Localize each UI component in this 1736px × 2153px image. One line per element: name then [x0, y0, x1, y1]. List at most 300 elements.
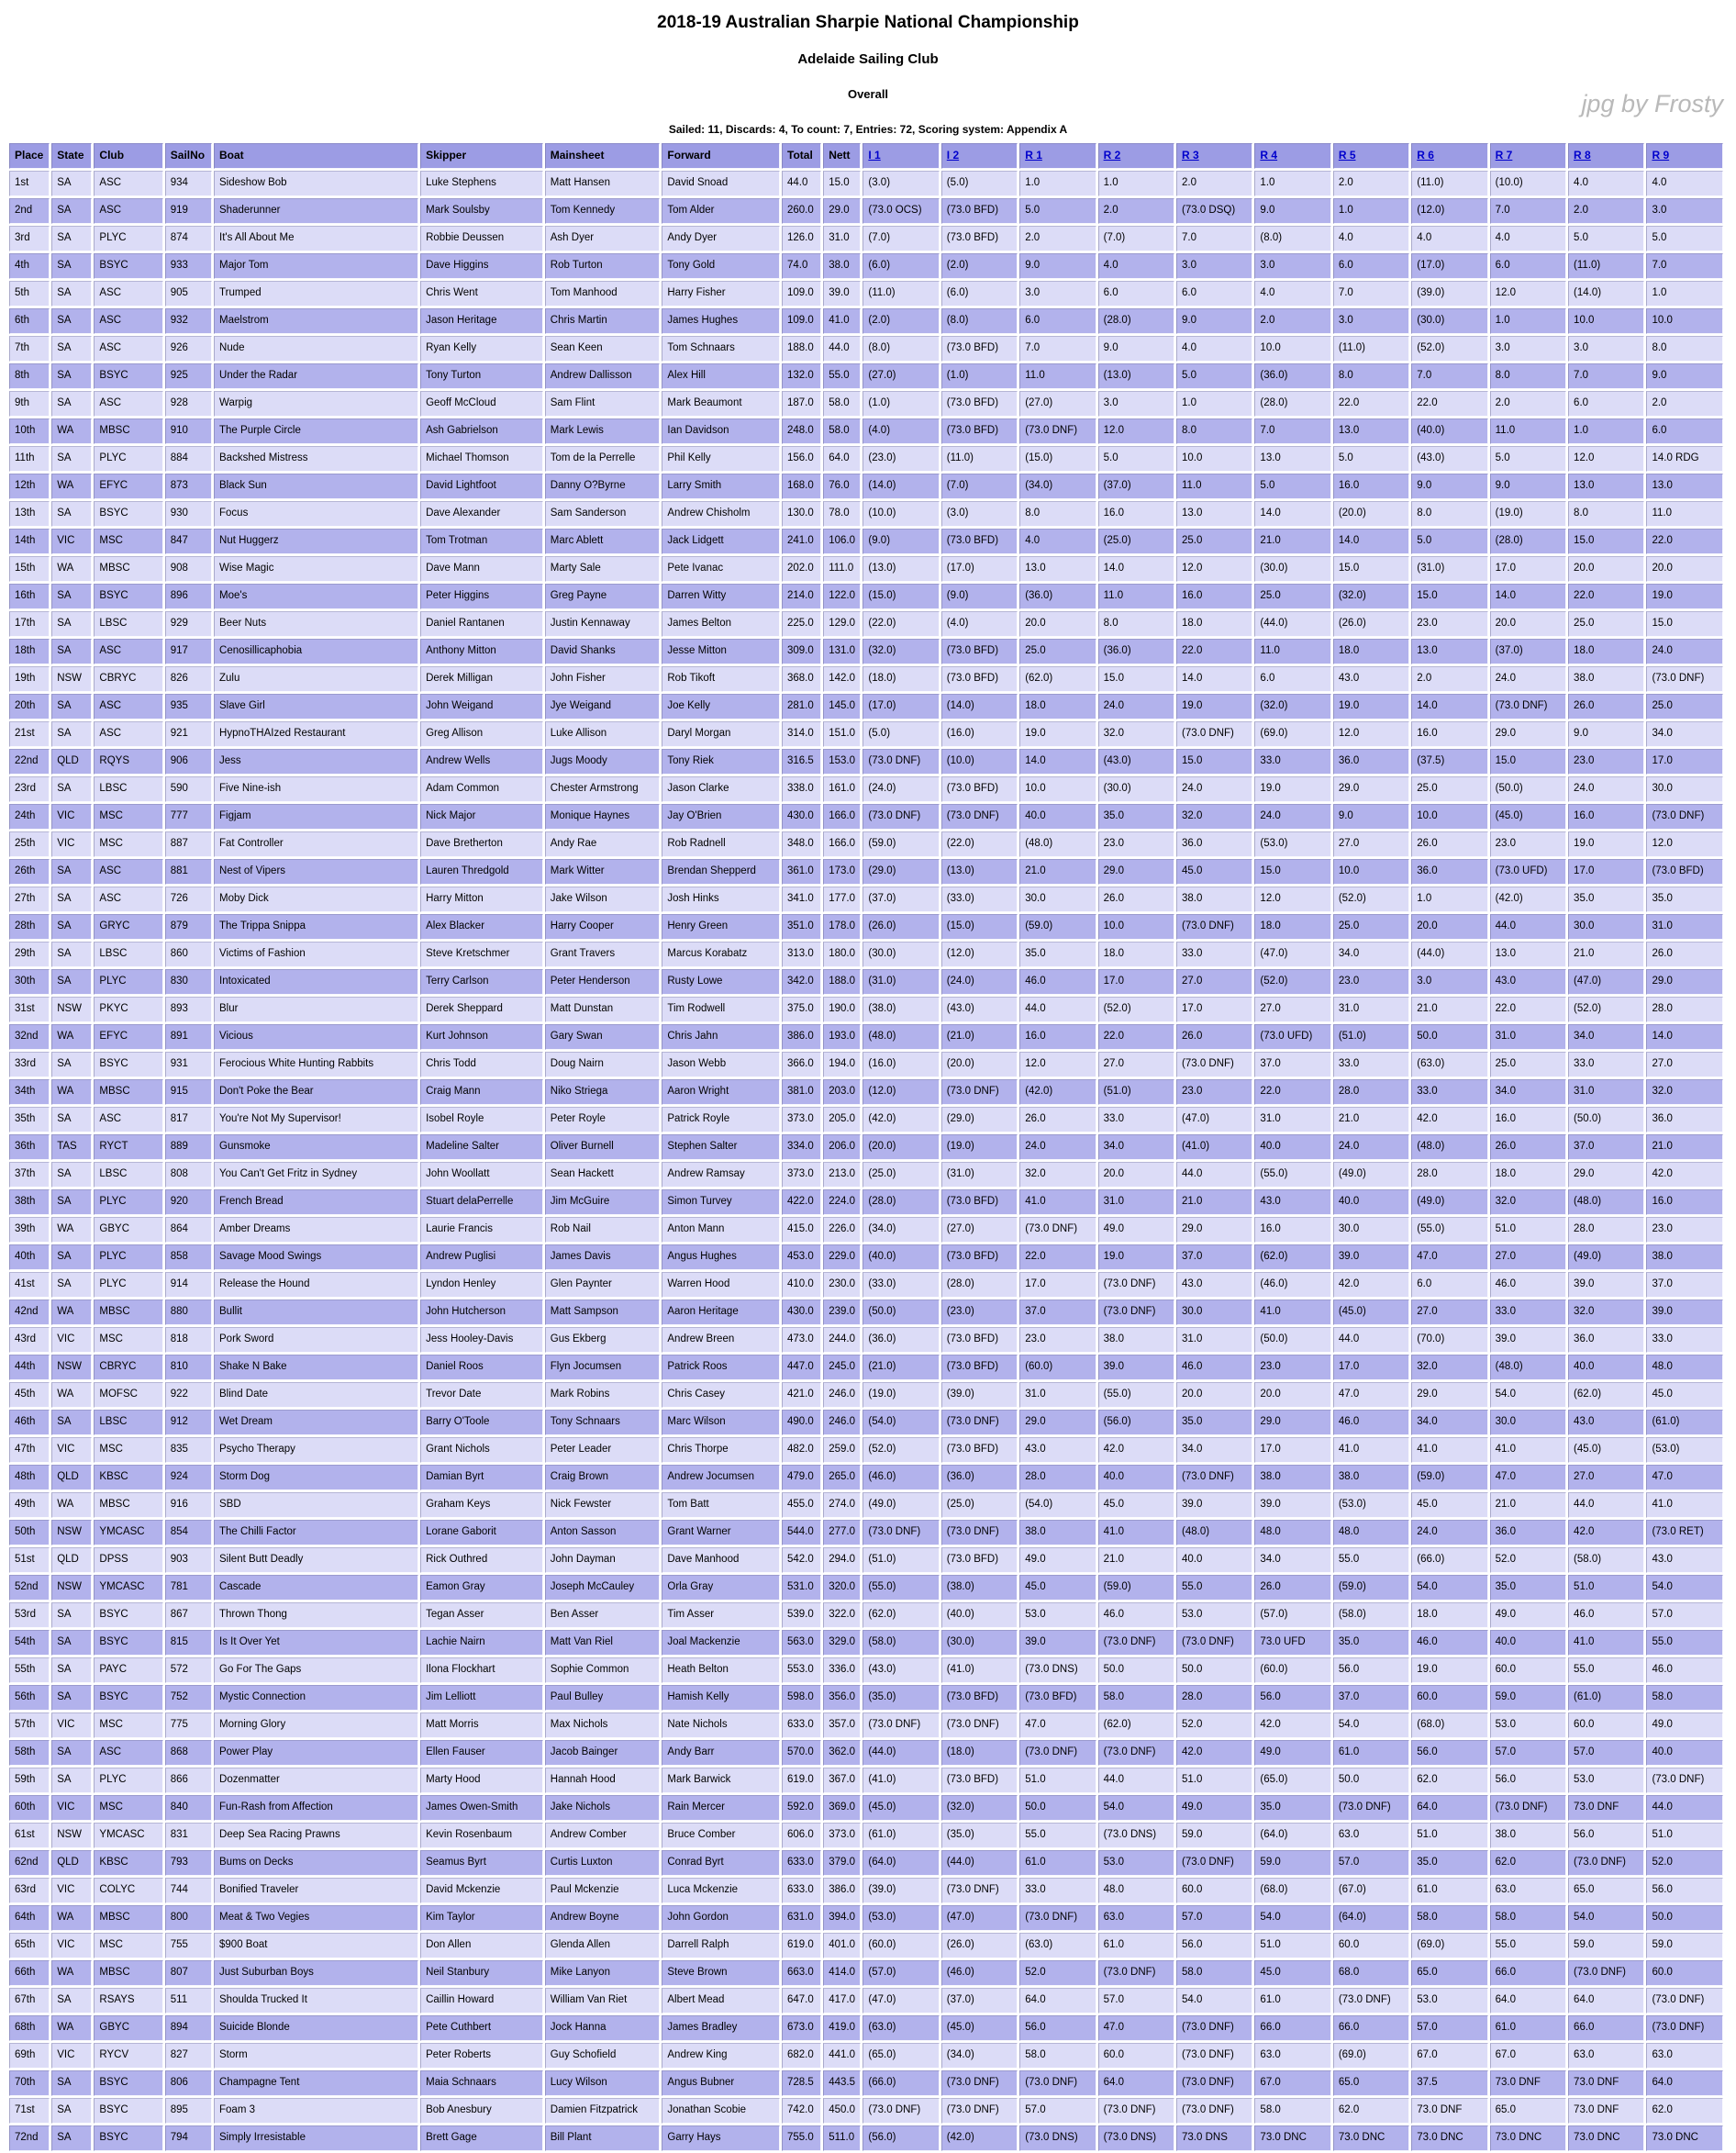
cell-r8: 63.0	[1568, 2043, 1644, 2069]
cell-state: SA	[51, 1107, 92, 1132]
cell-i2: (73.0 BFD)	[941, 418, 1018, 444]
cell-r2: 22.0	[1098, 1024, 1174, 1050]
cell-nett: 58.0	[823, 391, 861, 417]
table-row	[9, 776, 1723, 802]
cell-club: MBSC	[94, 1960, 162, 1986]
table-row	[9, 1823, 1723, 1848]
cell-mainsheet: Tom Kennedy	[545, 198, 661, 224]
cell-forward: Chris Jahn	[662, 1024, 780, 1050]
race-column-link-r1[interactable]: R 1	[1025, 149, 1042, 162]
cell-r3: 16.0	[1176, 584, 1252, 609]
column-header-i1[interactable]	[862, 143, 939, 169]
cell-sailno: 860	[165, 942, 212, 967]
cell-boat: Cenosillicaphobia	[214, 639, 418, 664]
cell-state: NSW	[51, 1823, 92, 1848]
cell-place: 10th	[9, 418, 50, 444]
cell-boat: It's All About Me	[214, 226, 418, 251]
cell-forward: Darrell Ralph	[662, 1933, 780, 1958]
cell-state: SA	[51, 914, 92, 940]
cell-i1: (36.0)	[862, 1327, 939, 1353]
table-row	[9, 831, 1723, 857]
cell-r1: 24.0	[1019, 1134, 1096, 1160]
race-column-link-r8[interactable]: R 8	[1574, 149, 1591, 162]
cell-boat: Morning Glory	[214, 1712, 418, 1738]
cell-skipper: Lyndon Henley	[420, 1272, 543, 1298]
cell-r3: (73.0 DNF)	[1176, 1850, 1252, 1876]
cell-nett: 336.0	[823, 1657, 861, 1683]
cell-forward: Marc Wilson	[662, 1410, 780, 1435]
cell-club: CBRYC	[94, 1355, 162, 1380]
cell-club: BSYC	[94, 1630, 162, 1656]
column-header-nett: Nett	[823, 143, 861, 169]
table-row	[9, 1740, 1723, 1766]
cell-skipper: Pete Cuthbert	[420, 2015, 543, 2041]
cell-boat: French Bread	[214, 1189, 418, 1215]
cell-r1: 5.0	[1019, 198, 1096, 224]
cell-club: BSYC	[94, 2098, 162, 2124]
cell-skipper: Seamus Byrt	[420, 1850, 543, 1876]
cell-forward: Larry Smith	[662, 474, 780, 499]
cell-place: 64th	[9, 1905, 50, 1931]
cell-r3: 58.0	[1176, 1960, 1252, 1986]
cell-forward: Orla Gray	[662, 1575, 780, 1601]
column-header-r2[interactable]	[1098, 143, 1174, 169]
cell-i2: (28.0)	[941, 1272, 1018, 1298]
cell-sailno: 511	[165, 1988, 212, 2014]
cell-skipper: Andrew Puglisi	[420, 1244, 543, 1270]
cell-r4: 56.0	[1254, 1685, 1330, 1711]
cell-place: 21st	[9, 721, 50, 747]
cell-i1: (18.0)	[862, 666, 939, 692]
cell-total: 453.0	[782, 1244, 821, 1270]
column-header-r8[interactable]	[1568, 143, 1644, 169]
cell-forward: Ian Davidson	[662, 418, 780, 444]
cell-sailno: 810	[165, 1355, 212, 1380]
cell-mainsheet: Ben Asser	[545, 1602, 661, 1628]
cell-sailno: 826	[165, 666, 212, 692]
cell-state: QLD	[51, 1547, 92, 1573]
cell-r8: 27.0	[1568, 1465, 1644, 1490]
cell-i2: (22.0)	[941, 831, 1018, 857]
cell-r9: (53.0)	[1646, 1437, 1723, 1463]
cell-boat: Go For The Gaps	[214, 1657, 418, 1683]
cell-place: 56th	[9, 1685, 50, 1711]
cell-r3: 21.0	[1176, 1189, 1252, 1215]
cell-r4: (55.0)	[1254, 1162, 1330, 1188]
cell-r7: 55.0	[1490, 1933, 1566, 1958]
cell-place: 51st	[9, 1547, 50, 1573]
cell-state: VIC	[51, 1795, 92, 1821]
cell-forward: Tim Asser	[662, 1602, 780, 1628]
cell-mainsheet: Justin Kennaway	[545, 611, 661, 637]
cell-boat: Vicious	[214, 1024, 418, 1050]
cell-r8: 54.0	[1568, 1905, 1644, 1931]
cell-r5: 42.0	[1333, 1272, 1409, 1298]
cell-mainsheet: Anton Sasson	[545, 1520, 661, 1545]
cell-sailno: 880	[165, 1300, 212, 1325]
cell-r2: 16.0	[1098, 501, 1174, 527]
cell-club: PAYC	[94, 1657, 162, 1683]
table-row	[9, 2015, 1723, 2041]
cell-forward: Simon Turvey	[662, 1189, 780, 1215]
race-column-link-r3[interactable]: R 3	[1182, 149, 1199, 162]
cell-place: 30th	[9, 969, 50, 995]
cell-state: SA	[51, 584, 92, 609]
cell-i1: (65.0)	[862, 2043, 939, 2069]
cell-place: 28th	[9, 914, 50, 940]
cell-r1: 11.0	[1019, 363, 1096, 389]
cell-total: 647.0	[782, 1988, 821, 2014]
cell-nett: 213.0	[823, 1162, 861, 1188]
cell-r5: (69.0)	[1333, 2043, 1409, 2069]
cell-club: MSC	[94, 1933, 162, 1958]
cell-state: SA	[51, 1189, 92, 1215]
cell-r4: 37.0	[1254, 1052, 1330, 1077]
column-header-r3[interactable]	[1176, 143, 1252, 169]
table-row	[9, 1244, 1723, 1270]
cell-skipper: Dave Alexander	[420, 501, 543, 527]
cell-nett: 205.0	[823, 1107, 861, 1132]
race-column-link-r9[interactable]: R 9	[1652, 149, 1670, 162]
cell-mainsheet: Hannah Hood	[545, 1768, 661, 1793]
cell-boat: Silent Butt Deadly	[214, 1547, 418, 1573]
cell-r9: 6.0	[1646, 418, 1723, 444]
cell-r2: 46.0	[1098, 1602, 1174, 1628]
cell-r3: (73.0 DNF)	[1176, 721, 1252, 747]
table-row	[9, 446, 1723, 472]
cell-boat: The Trippa Snippa	[214, 914, 418, 940]
cell-sailno: 903	[165, 1547, 212, 1573]
cell-skipper: Ellen Fauser	[420, 1740, 543, 1766]
table-row	[9, 1300, 1723, 1325]
cell-r6: 24.0	[1411, 1520, 1487, 1545]
cell-r1: 8.0	[1019, 501, 1096, 527]
cell-r4: 20.0	[1254, 1382, 1330, 1408]
column-header-r7[interactable]	[1490, 143, 1566, 169]
cell-club: RYCT	[94, 1134, 162, 1160]
cell-forward: Garry Hays	[662, 2125, 780, 2151]
cell-state: SA	[51, 1272, 92, 1298]
cell-forward: Tim Rodwell	[662, 997, 780, 1022]
cell-mainsheet: Bill Plant	[545, 2125, 661, 2151]
cell-r2: 63.0	[1098, 1905, 1174, 1931]
cell-place: 35th	[9, 1107, 50, 1132]
cell-r2: 34.0	[1098, 1134, 1174, 1160]
cell-place: 39th	[9, 1217, 50, 1243]
cell-r5: 44.0	[1333, 1327, 1409, 1353]
cell-state: SA	[51, 336, 92, 362]
cell-nett: 294.0	[823, 1547, 861, 1573]
cell-i2: (38.0)	[941, 1575, 1018, 1601]
cell-forward: Phil Kelly	[662, 446, 780, 472]
cell-r9: 2.0	[1646, 391, 1723, 417]
cell-club: ASC	[94, 639, 162, 664]
cell-skipper: Michael Thomson	[420, 446, 543, 472]
race-column-link-r5[interactable]: R 5	[1338, 149, 1356, 162]
cell-r3: 1.0	[1176, 391, 1252, 417]
cell-club: MSC	[94, 804, 162, 830]
cell-r5: 65.0	[1333, 2070, 1409, 2096]
cell-r2: 23.0	[1098, 831, 1174, 857]
cell-r3: 6.0	[1176, 281, 1252, 307]
cell-r8: (11.0)	[1568, 253, 1644, 279]
cell-r7: 15.0	[1490, 749, 1566, 775]
cell-r2: 47.0	[1098, 2015, 1174, 2041]
cell-i1: (12.0)	[862, 1079, 939, 1105]
cell-r8: 56.0	[1568, 1823, 1644, 1848]
cell-r7: (50.0)	[1490, 776, 1566, 802]
cell-place: 15th	[9, 556, 50, 582]
cell-forward: Andrew Ramsay	[662, 1162, 780, 1188]
cell-r1: 44.0	[1019, 997, 1096, 1022]
cell-state: VIC	[51, 1933, 92, 1958]
cell-r8: 20.0	[1568, 556, 1644, 582]
cell-forward: Josh Hinks	[662, 887, 780, 912]
cell-i2: (73.0 BFD)	[941, 1327, 1018, 1353]
column-header-r6[interactable]	[1411, 143, 1487, 169]
cell-boat: Thrown Thong	[214, 1602, 418, 1628]
cell-forward: James Hughes	[662, 308, 780, 334]
cell-r3: 39.0	[1176, 1492, 1252, 1518]
cell-forward: Bruce Comber	[662, 1823, 780, 1848]
cell-r5: 23.0	[1333, 969, 1409, 995]
cell-r3: 60.0	[1176, 1878, 1252, 1903]
cell-mainsheet: Damien Fitzpatrick	[545, 2098, 661, 2124]
cell-r6: 14.0	[1411, 694, 1487, 720]
cell-total: 673.0	[782, 2015, 821, 2041]
cell-r5: (73.0 DNF)	[1333, 1988, 1409, 2014]
cell-r6: (68.0)	[1411, 1712, 1487, 1738]
cell-forward: James Belton	[662, 611, 780, 637]
cell-r8: 22.0	[1568, 584, 1644, 609]
cell-r9: 39.0	[1646, 1300, 1723, 1325]
cell-nett: 31.0	[823, 226, 861, 251]
cell-boat: Just Suburban Boys	[214, 1960, 418, 1986]
cell-r6: 37.5	[1411, 2070, 1487, 2096]
cell-r9: 40.0	[1646, 1740, 1723, 1766]
cell-place: 4th	[9, 253, 50, 279]
cell-i2: (46.0)	[941, 1960, 1018, 1986]
cell-r7: 35.0	[1490, 1575, 1566, 1601]
cell-club: ASC	[94, 887, 162, 912]
race-column-link-r2[interactable]: R 2	[1103, 149, 1121, 162]
cell-r8: 8.0	[1568, 501, 1644, 527]
cell-sailno: 887	[165, 831, 212, 857]
cell-r6: 4.0	[1411, 226, 1487, 251]
cell-club: BSYC	[94, 2125, 162, 2151]
cell-i2: (73.0 DNF)	[941, 1079, 1018, 1105]
cell-r5: 46.0	[1333, 1410, 1409, 1435]
cell-r5: 30.0	[1333, 1217, 1409, 1243]
cell-skipper: Daniel Rantanen	[420, 611, 543, 637]
cell-club: RYCV	[94, 2043, 162, 2069]
cell-i2: (26.0)	[941, 1933, 1018, 1958]
cell-nett: 357.0	[823, 1712, 861, 1738]
cell-r6: 22.0	[1411, 391, 1487, 417]
cell-r5: 28.0	[1333, 1079, 1409, 1105]
cell-r3: 33.0	[1176, 942, 1252, 967]
cell-state: VIC	[51, 1327, 92, 1353]
cell-place: 24th	[9, 804, 50, 830]
table-row	[9, 198, 1723, 224]
cell-r9: 50.0	[1646, 1905, 1723, 1931]
cell-r2: (62.0)	[1098, 1712, 1174, 1738]
cell-r5: 29.0	[1333, 776, 1409, 802]
cell-total: 225.0	[782, 611, 821, 637]
cell-r5: 2.0	[1333, 171, 1409, 196]
cell-r7: 38.0	[1490, 1823, 1566, 1848]
cell-r4: 54.0	[1254, 1905, 1330, 1931]
table-row	[9, 1189, 1723, 1215]
table-row	[9, 308, 1723, 334]
cell-i2: (5.0)	[941, 171, 1018, 196]
cell-i1: (61.0)	[862, 1823, 939, 1848]
cell-sailno: 866	[165, 1768, 212, 1793]
cell-forward: Tony Gold	[662, 253, 780, 279]
column-header-r4[interactable]	[1254, 143, 1330, 169]
cell-i2: (73.0 DNF)	[941, 2098, 1018, 2124]
cell-r9: (73.0 DNF)	[1646, 804, 1723, 830]
cell-r1: 14.0	[1019, 749, 1096, 775]
cell-i1: (48.0)	[862, 1024, 939, 1050]
cell-r5: 24.0	[1333, 1134, 1409, 1160]
cell-boat: Mystic Connection	[214, 1685, 418, 1711]
cell-r6: (31.0)	[1411, 556, 1487, 582]
cell-r2: 18.0	[1098, 942, 1174, 967]
cell-r9: (73.0 DNF)	[1646, 1988, 1723, 2014]
race-column-link-i2[interactable]: I 2	[946, 149, 960, 162]
cell-state: TAS	[51, 1134, 92, 1160]
column-header-r9[interactable]	[1646, 143, 1723, 169]
cell-r6: (49.0)	[1411, 1189, 1487, 1215]
cell-state: SA	[51, 391, 92, 417]
cell-forward: Heath Belton	[662, 1657, 780, 1683]
cell-boat: Wise Magic	[214, 556, 418, 582]
cell-r9: (73.0 DNF)	[1646, 2015, 1723, 2041]
cell-r5: 39.0	[1333, 1244, 1409, 1270]
cell-club: ASC	[94, 694, 162, 720]
cell-mainsheet: Matt Sampson	[545, 1300, 661, 1325]
cell-r7: 13.0	[1490, 942, 1566, 967]
cell-r3: 45.0	[1176, 859, 1252, 885]
race-column-link-r6[interactable]: R 6	[1417, 149, 1434, 162]
cell-sailno: 928	[165, 391, 212, 417]
cell-r6: 42.0	[1411, 1107, 1487, 1132]
cell-r6: 41.0	[1411, 1437, 1487, 1463]
cell-r6: 34.0	[1411, 1410, 1487, 1435]
cell-r6: (44.0)	[1411, 942, 1487, 967]
cell-r8: 9.0	[1568, 721, 1644, 747]
cell-r8: 60.0	[1568, 1712, 1644, 1738]
cell-r6: 62.0	[1411, 1768, 1487, 1793]
cell-state: SA	[51, 1630, 92, 1656]
cell-r6: 5.0	[1411, 529, 1487, 554]
cell-r5: (67.0)	[1333, 1878, 1409, 1903]
cell-state: SA	[51, 694, 92, 720]
cell-nett: 173.0	[823, 859, 861, 885]
cell-total: 386.0	[782, 1024, 821, 1050]
cell-club: BSYC	[94, 584, 162, 609]
cell-r5: 10.0	[1333, 859, 1409, 885]
cell-r7: 14.0	[1490, 584, 1566, 609]
cell-r3: 18.0	[1176, 611, 1252, 637]
cell-r7: 47.0	[1490, 1465, 1566, 1490]
cell-r2: 29.0	[1098, 859, 1174, 885]
cell-r6: (17.0)	[1411, 253, 1487, 279]
cell-nett: 15.0	[823, 171, 861, 196]
column-header-club: Club	[94, 143, 162, 169]
cell-club: COLYC	[94, 1878, 162, 1903]
column-header-i2[interactable]	[941, 143, 1018, 169]
cell-mainsheet: Jim McGuire	[545, 1189, 661, 1215]
cell-i1: (21.0)	[862, 1355, 939, 1380]
race-column-link-i1[interactable]: I 1	[868, 149, 881, 162]
cell-mainsheet: Jye Weigand	[545, 694, 661, 720]
cell-i2: (73.0 BFD)	[941, 1244, 1018, 1270]
cell-r8: 46.0	[1568, 1602, 1644, 1628]
cell-nett: 122.0	[823, 584, 861, 609]
cell-total: 188.0	[782, 336, 821, 362]
cell-r1: 33.0	[1019, 1878, 1096, 1903]
cell-r7: 73.0 DNC	[1490, 2125, 1566, 2151]
column-header-r1[interactable]	[1019, 143, 1096, 169]
cell-r8: 4.0	[1568, 171, 1644, 196]
cell-r1: 23.0	[1019, 1327, 1096, 1353]
race-column-link-r7[interactable]: R 7	[1495, 149, 1513, 162]
cell-place: 66th	[9, 1960, 50, 1986]
cell-r4: 67.0	[1254, 2070, 1330, 2096]
cell-club: MSC	[94, 831, 162, 857]
cell-r3: 49.0	[1176, 1795, 1252, 1821]
cell-total: 348.0	[782, 831, 821, 857]
cell-r1: 12.0	[1019, 1052, 1096, 1077]
cell-state: QLD	[51, 1465, 92, 1490]
cell-r3: 30.0	[1176, 1300, 1252, 1325]
cell-r1: (63.0)	[1019, 1933, 1096, 1958]
cell-place: 58th	[9, 1740, 50, 1766]
cell-nett: 41.0	[823, 308, 861, 334]
cell-mainsheet: Tom de la Perrelle	[545, 446, 661, 472]
cell-r3: 43.0	[1176, 1272, 1252, 1298]
cell-r1: 47.0	[1019, 1712, 1096, 1738]
cell-skipper: David Mckenzie	[420, 1878, 543, 1903]
cell-boat: Storm Dog	[214, 1465, 418, 1490]
cell-r1: 31.0	[1019, 1382, 1096, 1408]
cell-forward: Andrew Breen	[662, 1327, 780, 1353]
cell-r1: 17.0	[1019, 1272, 1096, 1298]
cell-state: WA	[51, 1079, 92, 1105]
column-header-r5[interactable]	[1333, 143, 1409, 169]
table-row	[9, 639, 1723, 664]
cell-r7: 22.0	[1490, 997, 1566, 1022]
cell-nett: 177.0	[823, 887, 861, 912]
table-row	[9, 1795, 1723, 1821]
cell-total: 334.0	[782, 1134, 821, 1160]
cell-mainsheet: Chester Armstrong	[545, 776, 661, 802]
race-column-link-r4[interactable]: R 4	[1260, 149, 1278, 162]
cell-boat: Blur	[214, 997, 418, 1022]
cell-r7: (45.0)	[1490, 804, 1566, 830]
cell-state: SA	[51, 501, 92, 527]
cell-r2: 24.0	[1098, 694, 1174, 720]
cell-sailno: 777	[165, 804, 212, 830]
cell-r1: (60.0)	[1019, 1355, 1096, 1380]
cell-r3: 53.0	[1176, 1602, 1252, 1628]
cell-r3: 23.0	[1176, 1079, 1252, 1105]
cell-r4: 12.0	[1254, 887, 1330, 912]
cell-boat: Power Play	[214, 1740, 418, 1766]
cell-state: VIC	[51, 1878, 92, 1903]
